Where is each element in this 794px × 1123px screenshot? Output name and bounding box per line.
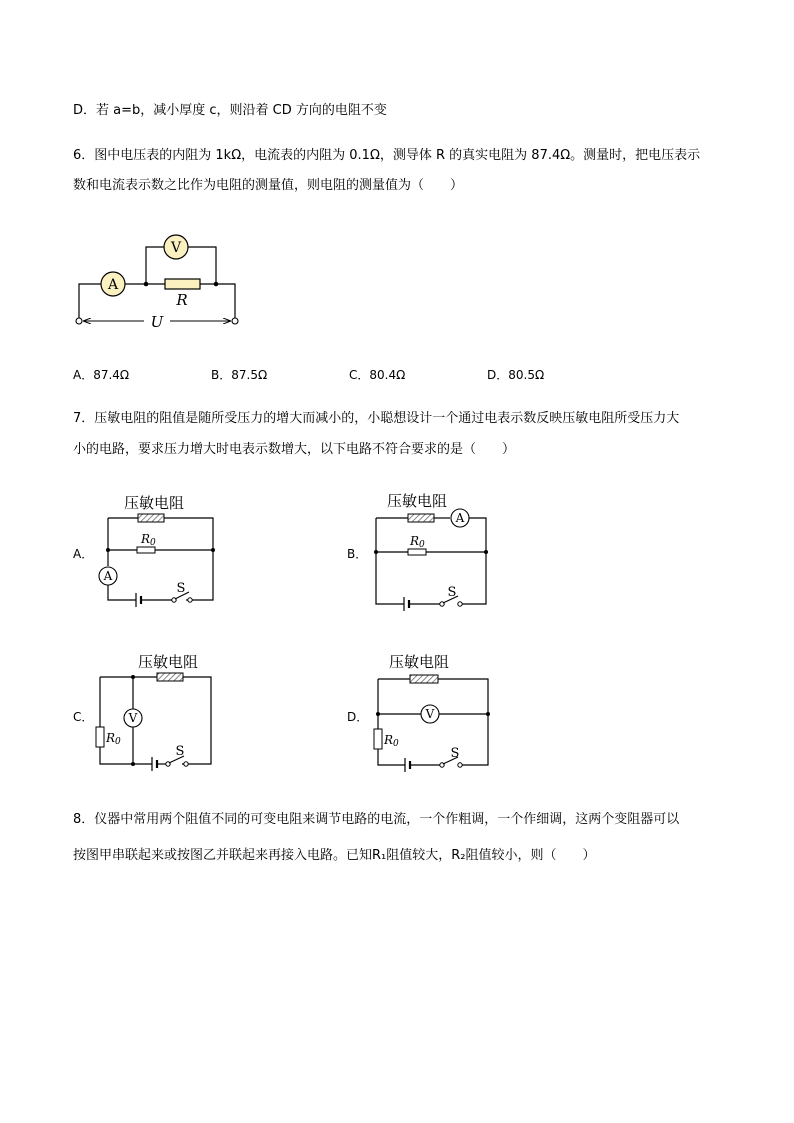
q7-option-d-label[interactable]: D． [347,710,369,724]
terminal-right [232,318,238,324]
svg-text:压敏电阻: 压敏电阻 [386,492,448,510]
q7-stem-line2: 小的电路，要求压力增大时电表示数增大，以下电路不符合要求的是（ ） [73,442,516,457]
q7-stem-line1: 7．压敏电阻的阻值是随所受压力的增大而减小的，小聪想设计一个通过电表示数反映压敏电阻所受压力大 [73,411,680,426]
svg-text:S: S [450,746,460,761]
svg-text:V: V [425,707,435,721]
svg-text:R0: R0 [106,731,121,747]
terminal-left [76,318,82,324]
voltage-label: U [150,313,164,331]
voltmeter-label: V [170,240,182,256]
svg-text:A: A [103,569,113,583]
q5-option-d: D．若 a=b，减小厚度 c，则沿着 CD 方向的电阻不变 [73,103,387,118]
svg-text:压敏电阻: 压敏电阻 [388,653,450,671]
q7-circuit-a [99,494,215,607]
svg-text:R0: R0 [410,534,425,550]
q8-stem-line2: 按图甲串联起来或按图乙并联起来再接入电路。已知R₁阻值较大，R₂阻值较小，则（ ） [73,848,596,863]
svg-text:R0: R0 [141,532,156,548]
q8-stem-line1: 8．仪器中常用两个阻值不同的可变电阻来调节电路的电流，一个作粗调，一个作细调，这两个变阻器可以 [73,812,680,827]
q7-circuit-c [96,653,211,771]
q7-option-c-label[interactable]: C． [73,710,94,724]
q6-option-b[interactable]: B．87.5Ω [211,368,268,382]
resistor-r [165,279,200,289]
q6-option-c[interactable]: C．80.4Ω [349,368,406,382]
svg-text:S: S [175,744,185,759]
q6-stem-line2: 数和电流表示数之比作为电阻的测量值，则电阻的测量值为（ ） [73,178,464,193]
svg-text:S: S [176,581,186,596]
svg-text:V: V [128,711,138,725]
svg-text:R0: R0 [384,733,399,749]
pressure-resistor-label: 压敏电阻 [123,494,185,512]
q6-stem-line1: 6．图中电压表的内阻为 1kΩ，电流表的内阻为 0.1Ω，测导体 R 的真实电阻为 87.4Ω。测量时，把电压表示 [73,148,701,163]
q6-option-a[interactable]: A．87.4Ω [73,368,130,382]
svg-text:A: A [455,511,465,525]
q6-circuit [76,235,238,331]
q7-option-a-label[interactable]: A． [73,547,94,561]
svg-text:S: S [447,585,457,600]
ammeter-label: A [107,277,119,293]
pressure-resistor [138,514,164,522]
resistor-label: R [176,291,188,309]
q7-option-b-label[interactable]: B． [347,547,368,561]
svg-text:压敏电阻: 压敏电阻 [137,653,199,671]
r0-resistor [96,727,104,747]
q7-circuit-d [374,653,490,772]
q7-circuit-b [374,492,488,611]
q6-option-d[interactable]: D．80.5Ω [487,368,545,382]
